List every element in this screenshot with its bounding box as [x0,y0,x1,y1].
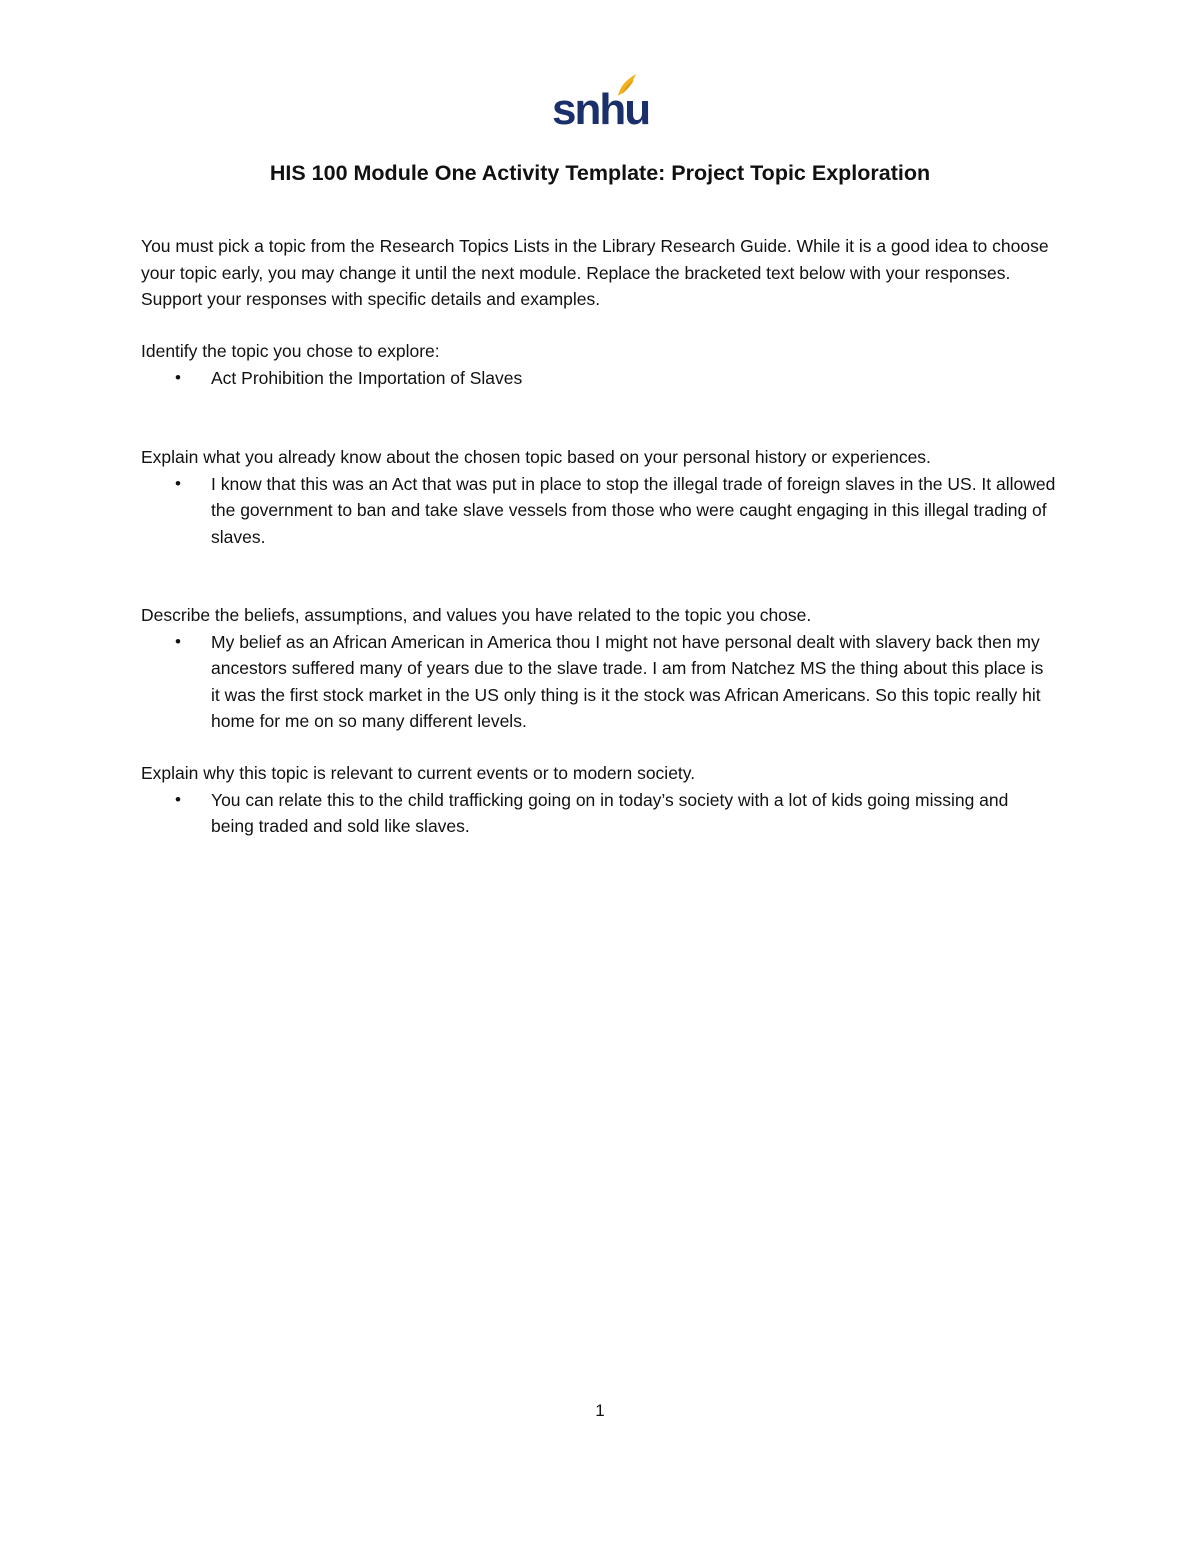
page-number: 1 [595,1401,605,1420]
response-text: You can relate this to the child trafficking going on in today’s society with a lot of kids going missing and being traded and sold like slaves. [211,789,1009,836]
section-prompt: Describe the beliefs, assumptions, and values you have related to the topic you chose. [141,605,812,625]
bullet-icon: • [175,473,181,493]
response-list [141,629,1056,735]
section-prompt: Identify the topic you chose to explore: [141,341,440,361]
response-item [141,787,1056,840]
response-list [141,365,1056,392]
response-item [141,629,1056,735]
logo-wordmark: snhu [552,85,650,134]
response-item [141,365,1056,392]
response-text: Act Prohibition the Importation of Slaves [211,367,523,388]
section-beliefs [141,602,1056,735]
instructions-paragraph: You must pick a topic from the Research Topics Lists in the Library Research Guide. While it is a good idea to choose your topic early, you may change it until the next module. Replace the bracketed text below with your responses. Support your responses with specific details and examples. [141,236,1049,309]
response-list [141,787,1056,840]
response-text: My belief as an African American in America thou I might not have personal dealt with slavery back then my ancestors suffered many of years due to the slave trade. I am from Natchez MS the thing about this place is it was the first stock market in the US only thing is it the stock was African Americans. So this topic really hit home for me on so many different levels. [211,631,1044,731]
section-relevance [141,760,1056,840]
section-prompt: Explain what you already know about the chosen topic based on your personal history or experiences. [141,447,931,467]
response-text: I know that this was an Act that was put in place to stop the illegal trade of foreign slaves in the US. It allowed the government to ban and take slave vessels from those who were caught engaging in this illegal trading of slaves. [211,473,1056,547]
response-list [141,471,1056,551]
section-topic [141,338,1056,391]
section-prior-knowledge [141,444,1056,550]
response-item [141,471,1056,551]
bullet-icon: • [175,631,181,651]
document-title: HIS 100 Module One Activity Template: Project Topic Exploration [269,161,931,185]
snhu-logo [552,72,650,134]
section-prompt: Explain why this topic is relevant to current events or to modern society. [141,763,696,783]
bullet-icon: • [175,789,181,809]
bullet-icon: • [175,367,181,387]
